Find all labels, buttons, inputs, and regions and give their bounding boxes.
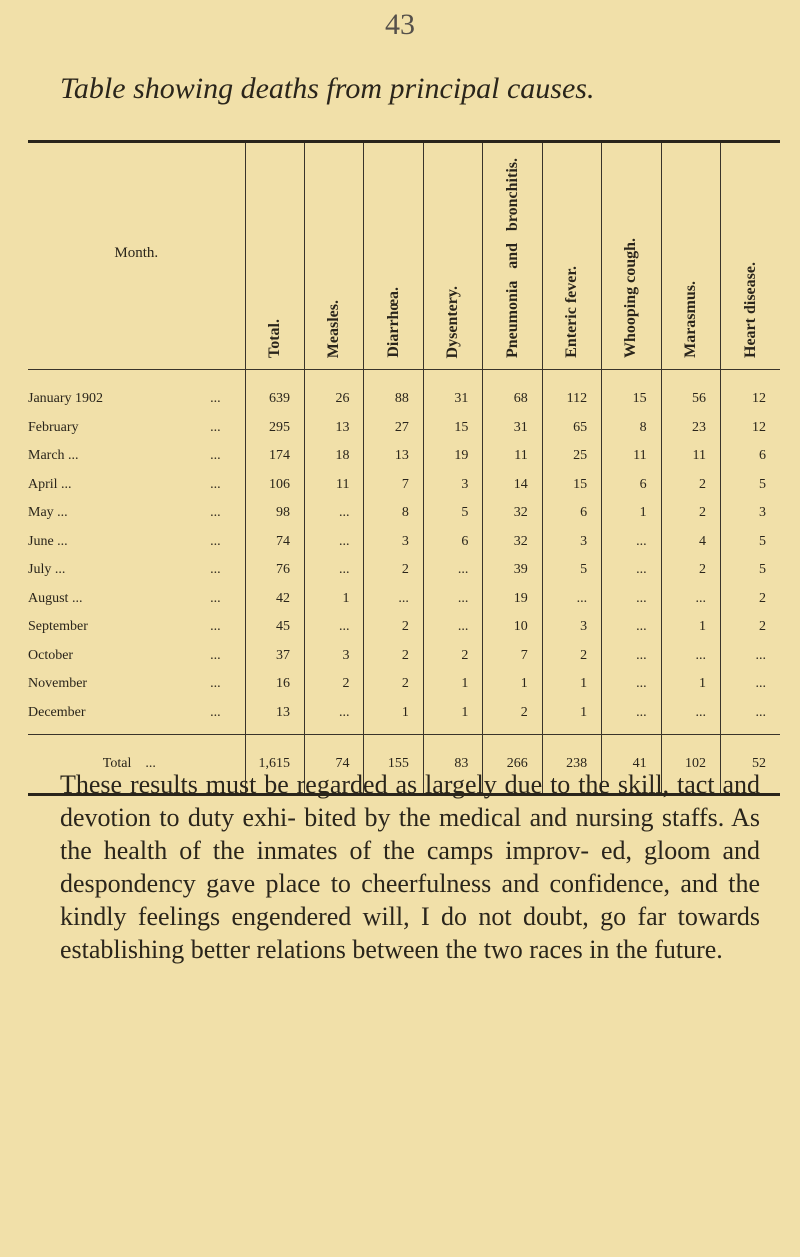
- value-cell: 2: [661, 499, 720, 528]
- value-cell: 37: [245, 642, 304, 671]
- value-cell: 1: [602, 499, 661, 528]
- value-cell: 31: [483, 414, 542, 443]
- header-col-8: [721, 142, 781, 370]
- value-cell: 7: [364, 471, 423, 500]
- header-label: Dysentery.: [444, 285, 462, 358]
- total-label: Total: [102, 756, 132, 771]
- month-cell: [28, 585, 245, 614]
- table-row: [28, 370, 780, 414]
- value-cell: 2: [542, 642, 601, 671]
- header-label: Enteric fever.: [562, 266, 580, 358]
- month-cell: [28, 528, 245, 557]
- total-value-cell: 155: [364, 735, 423, 795]
- value-cell: 32: [483, 528, 542, 557]
- value-cell: 2: [661, 556, 720, 585]
- leader-dots: ...: [210, 562, 221, 578]
- value-cell: ...: [661, 699, 720, 735]
- value-cell: 13: [245, 699, 304, 735]
- value-cell: ...: [602, 613, 661, 642]
- table-row: [28, 585, 780, 614]
- value-cell: 3: [542, 613, 601, 642]
- value-cell: 2: [721, 613, 781, 642]
- table-row: [28, 556, 780, 585]
- value-cell: 42: [245, 585, 304, 614]
- table-row: [28, 442, 780, 471]
- total-value-cell: 83: [423, 735, 482, 795]
- page-number: 43: [385, 8, 415, 41]
- leader-dots: ...: [210, 676, 221, 692]
- leader-dots: ...: [210, 533, 221, 549]
- table-row: [28, 499, 780, 528]
- table-row: [28, 471, 780, 500]
- total-value-cell: 74: [305, 735, 364, 795]
- value-cell: 2: [364, 556, 423, 585]
- total-value-cell: 1,615: [245, 735, 304, 795]
- value-cell: 6: [721, 442, 781, 471]
- header-col-7: [661, 142, 720, 370]
- total-value-cell: 266: [483, 735, 542, 795]
- month-label: July ...: [28, 562, 66, 578]
- month-label: October: [28, 647, 74, 663]
- month-cell: [28, 670, 245, 699]
- value-cell: 18: [305, 442, 364, 471]
- header-col-6: [602, 142, 661, 370]
- value-cell: 5: [423, 499, 482, 528]
- value-cell: 6: [542, 499, 601, 528]
- leader-dots: ...: [210, 476, 221, 492]
- header-col-5: [542, 142, 601, 370]
- value-cell: 11: [305, 471, 364, 500]
- value-cell: ...: [721, 699, 781, 735]
- value-cell: 45: [245, 613, 304, 642]
- value-cell: 2: [483, 699, 542, 735]
- header-col-1: [305, 142, 364, 370]
- value-cell: 15: [423, 414, 482, 443]
- leader-dots: ...: [210, 419, 221, 435]
- value-cell: 7: [483, 642, 542, 671]
- value-cell: 19: [483, 585, 542, 614]
- month-cell: [28, 471, 245, 500]
- value-cell: 11: [483, 442, 542, 471]
- value-cell: 5: [542, 556, 601, 585]
- value-cell: ...: [602, 585, 661, 614]
- value-cell: 1: [661, 670, 720, 699]
- value-cell: 8: [364, 499, 423, 528]
- month-label: March ...: [28, 448, 79, 464]
- value-cell: ...: [602, 642, 661, 671]
- value-cell: 295: [245, 414, 304, 443]
- header-label: Measles.: [325, 299, 343, 358]
- value-cell: 3: [542, 528, 601, 557]
- value-cell: 1: [542, 699, 601, 735]
- value-cell: 76: [245, 556, 304, 585]
- value-cell: 5: [721, 556, 781, 585]
- table-row: [28, 642, 780, 671]
- value-cell: ...: [721, 670, 781, 699]
- value-cell: 2: [364, 613, 423, 642]
- value-cell: 11: [661, 442, 720, 471]
- value-cell: ...: [661, 642, 720, 671]
- leader-dots: ...: [145, 756, 156, 771]
- value-cell: 56: [661, 370, 720, 414]
- month-cell: [28, 613, 245, 642]
- value-cell: ...: [305, 556, 364, 585]
- leader-dots: ...: [210, 619, 221, 635]
- value-cell: ...: [423, 585, 482, 614]
- body-paragraph: These results must be regarded as largely due to the skill, tact and devotion to duty exhi- bited by the medical and nursing staffs. As the health of the inmates of the camps improv- ed, gloom and despondency gave place to cheerfulness and confidence, and the kindly feelings engendered will, I do not doubt, go far towards establishing better relations between the two races in the future.: [60, 770, 760, 964]
- leader-dots: ...: [210, 448, 221, 464]
- value-cell: 112: [542, 370, 601, 414]
- value-cell: 26: [305, 370, 364, 414]
- leader-dots: ...: [210, 505, 221, 521]
- header-row: [28, 142, 780, 370]
- value-cell: 23: [661, 414, 720, 443]
- value-cell: 2: [721, 585, 781, 614]
- month-label: September: [28, 619, 88, 635]
- value-cell: 4: [661, 528, 720, 557]
- value-cell: 27: [364, 414, 423, 443]
- value-cell: 5: [721, 528, 781, 557]
- value-cell: ...: [305, 499, 364, 528]
- header-label: Marasmus.: [681, 281, 699, 358]
- value-cell: 1: [305, 585, 364, 614]
- leader-dots: ...: [210, 647, 221, 663]
- header-month: [28, 142, 245, 370]
- value-cell: 3: [364, 528, 423, 557]
- value-cell: 11: [602, 442, 661, 471]
- value-cell: 98: [245, 499, 304, 528]
- value-cell: 1: [661, 613, 720, 642]
- value-cell: 39: [483, 556, 542, 585]
- value-cell: ...: [602, 699, 661, 735]
- value-cell: 31: [423, 370, 482, 414]
- header-month-label: Month.: [114, 244, 159, 261]
- total-value-cell: 52: [721, 735, 781, 795]
- value-cell: 106: [245, 471, 304, 500]
- month-label: December: [28, 704, 86, 720]
- value-cell: 12: [721, 370, 781, 414]
- month-cell: [28, 442, 245, 471]
- month-label: January 1902: [28, 391, 104, 407]
- header-label: Heart disease.: [741, 262, 759, 358]
- month-cell: [28, 499, 245, 528]
- value-cell: 1: [542, 670, 601, 699]
- value-cell: 13: [305, 414, 364, 443]
- value-cell: 3: [721, 499, 781, 528]
- value-cell: ...: [602, 556, 661, 585]
- value-cell: 1: [423, 670, 482, 699]
- value-cell: 1: [483, 670, 542, 699]
- value-cell: 5: [721, 471, 781, 500]
- month-label: June ...: [28, 533, 68, 549]
- value-cell: ...: [364, 585, 423, 614]
- month-label: November: [28, 676, 88, 692]
- table-row: [28, 613, 780, 642]
- deaths-table: [28, 140, 780, 796]
- value-cell: 65: [542, 414, 601, 443]
- value-cell: 14: [483, 471, 542, 500]
- month-label: February: [28, 419, 79, 435]
- value-cell: ...: [602, 670, 661, 699]
- value-cell: ...: [542, 585, 601, 614]
- value-cell: 32: [483, 499, 542, 528]
- value-cell: ...: [661, 585, 720, 614]
- month-cell: [28, 414, 245, 443]
- leader-dots: ...: [210, 704, 221, 720]
- header-label: Total.: [265, 319, 283, 358]
- value-cell: 88: [364, 370, 423, 414]
- value-cell: 2: [423, 642, 482, 671]
- month-cell: [28, 556, 245, 585]
- value-cell: 2: [364, 642, 423, 671]
- value-cell: 10: [483, 613, 542, 642]
- value-cell: 68: [483, 370, 542, 414]
- value-cell: ...: [305, 528, 364, 557]
- value-cell: 2: [364, 670, 423, 699]
- value-cell: 6: [423, 528, 482, 557]
- value-cell: 15: [542, 471, 601, 500]
- value-cell: 25: [542, 442, 601, 471]
- table-row: [28, 699, 780, 735]
- value-cell: 2: [305, 670, 364, 699]
- value-cell: 2: [661, 471, 720, 500]
- value-cell: 639: [245, 370, 304, 414]
- value-cell: ...: [423, 556, 482, 585]
- month-label: May ...: [28, 505, 68, 521]
- total-value-cell: 102: [661, 735, 720, 795]
- value-cell: 3: [305, 642, 364, 671]
- month-label: August ...: [28, 590, 83, 606]
- value-cell: 19: [423, 442, 482, 471]
- total-value-cell: 41: [602, 735, 661, 795]
- value-cell: 12: [721, 414, 781, 443]
- value-cell: 13: [364, 442, 423, 471]
- value-cell: 1: [423, 699, 482, 735]
- leader-dots: ...: [210, 590, 221, 606]
- total-value-cell: 238: [542, 735, 601, 795]
- value-cell: 174: [245, 442, 304, 471]
- month-label: April ...: [28, 476, 72, 492]
- header-label: Diarrhœa.: [384, 287, 402, 358]
- value-cell: 6: [602, 471, 661, 500]
- header-col-3: [423, 142, 482, 370]
- value-cell: 16: [245, 670, 304, 699]
- value-cell: 3: [423, 471, 482, 500]
- header-col-0: [245, 142, 304, 370]
- value-cell: ...: [721, 642, 781, 671]
- table-row: [28, 670, 780, 699]
- table-row: [28, 528, 780, 557]
- month-cell: [28, 642, 245, 671]
- month-cell: [28, 699, 245, 735]
- table-row: [28, 414, 780, 443]
- value-cell: 74: [245, 528, 304, 557]
- value-cell: 15: [602, 370, 661, 414]
- value-cell: ...: [602, 528, 661, 557]
- header-label: Pneumonia and bronchitis.: [503, 158, 521, 358]
- value-cell: 8: [602, 414, 661, 443]
- header-col-2: [364, 142, 423, 370]
- value-cell: 1: [364, 699, 423, 735]
- value-cell: ...: [305, 613, 364, 642]
- value-cell: ...: [423, 613, 482, 642]
- leader-dots: ...: [210, 391, 221, 407]
- value-cell: ...: [305, 699, 364, 735]
- table-title: Table showing deaths from principal causes.: [60, 72, 595, 105]
- header-col-4: [483, 142, 542, 370]
- header-label: Whooping cough.: [622, 237, 640, 358]
- month-cell: [28, 370, 245, 414]
